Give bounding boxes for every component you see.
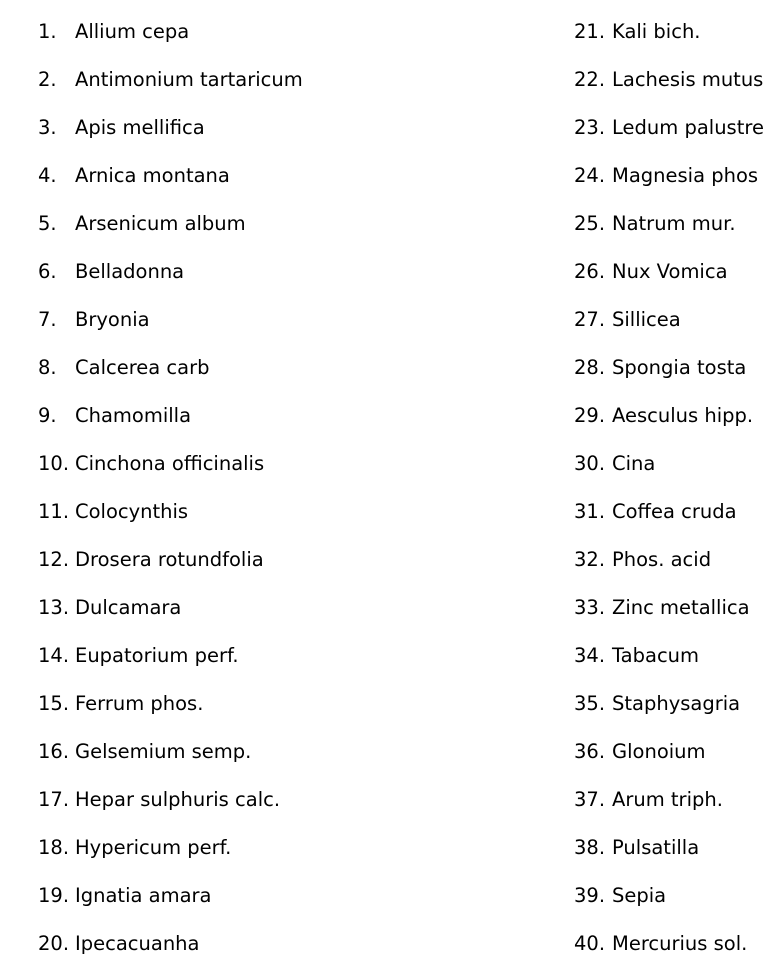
list-item [574,586,784,634]
list-item [574,874,784,922]
list-item-number: 2. [38,68,57,91]
list-item-name: Eupatorium perf. [75,644,239,667]
left-column-list [38,10,518,970]
list-item [574,202,784,250]
list-item-name: Ignatia amara [75,884,212,907]
list-item [574,490,784,538]
list-item [38,586,518,634]
list-item-name: Natrum mur. [612,212,736,235]
list-item-number: 5. [38,212,57,235]
list-item-number: 21. [574,20,606,43]
list-item-number: 31. [574,500,606,523]
list-item-number: 24. [574,164,606,187]
list-item-number: 4. [38,164,57,187]
list-item-number: 28. [574,356,606,379]
list-item-name: Mercurius sol. [612,932,748,955]
list-item [574,106,784,154]
list-item [38,634,518,682]
list-item-number: 40. [574,932,606,955]
list-item [38,778,518,826]
list-item [38,538,518,586]
list-item [38,922,518,970]
list-item [38,682,518,730]
list-item [574,10,784,58]
list-item-number: 17. [38,788,70,811]
list-item-number: 6. [38,260,57,283]
list-item [38,202,518,250]
list-item-name: Arnica montana [75,164,230,187]
list-item-name: Colocynthis [75,500,189,523]
list-item [574,394,784,442]
right-column-list [574,10,784,970]
list-item-number: 14. [38,644,70,667]
list-item-name: Calcerea carb [75,356,210,379]
list-item-name: Nux Vomica [612,260,728,283]
list-item-name: Coffea cruda [612,500,737,523]
list-item-number: 25. [574,212,606,235]
list-item-name: Ledum palustre [612,116,764,139]
list-item-number: 34. [574,644,606,667]
list-item [38,58,518,106]
list-item [38,394,518,442]
list-item-name: Dulcamara [75,596,182,619]
list-item-number: 26. [574,260,606,283]
list-item-name: Arum triph. [612,788,723,811]
list-item [38,346,518,394]
list-item-name: Phos. acid [612,548,712,571]
list-item-name: Gelsemium semp. [75,740,252,763]
list-item-number: 30. [574,452,606,475]
list-item-name: Sillicea [612,308,681,331]
list-item [574,346,784,394]
list-item [38,730,518,778]
list-item [574,730,784,778]
list-item-name: Aesculus hipp. [612,404,754,427]
list-item-number: 23. [574,116,606,139]
list-item-name: Hepar sulphuris calc. [75,788,281,811]
list-item-number: 22. [574,68,606,91]
list-item-number: 38. [574,836,606,859]
list-item [38,442,518,490]
list-item [574,826,784,874]
list-item-number: 33. [574,596,606,619]
list-item [38,490,518,538]
list-item [574,154,784,202]
list-item-name: Hypericum perf. [75,836,232,859]
list-item-name: Glonoium [612,740,706,763]
list-item-number: 35. [574,692,606,715]
list-item [574,682,784,730]
list-item [574,778,784,826]
list-item-name: Cinchona officinalis [75,452,265,475]
list-item-name: Ipecacuanha [75,932,200,955]
list-item-number: 1. [38,20,57,43]
list-item-number: 19. [38,884,70,907]
list-item-number: 8. [38,356,57,379]
list-item-number: 39. [574,884,606,907]
list-item-name: Cina [612,452,656,475]
list-item-name: Antimonium tartaricum [75,68,303,91]
list-item-name: Tabacum [612,644,700,667]
list-item-name: Sepia [612,884,667,907]
list-item-number: 36. [574,740,606,763]
list-item-name: Drosera rotundfolia [75,548,264,571]
list-item [38,154,518,202]
list-item-name: Chamomilla [75,404,192,427]
list-item [38,874,518,922]
list-item-number: 13. [38,596,70,619]
list-item-number: 32. [574,548,606,571]
list-item-number: 20. [38,932,70,955]
list-item [574,634,784,682]
list-item-number: 3. [38,116,57,139]
list-item [574,538,784,586]
list-item [574,922,784,970]
list-item [38,106,518,154]
list-item-number: 18. [38,836,70,859]
list-item-name: Magnesia phos [612,164,759,187]
list-item-name: Staphysagria [612,692,741,715]
list-item-number: 16. [38,740,70,763]
list-item-name: Lachesis mutus [612,68,764,91]
list-item [574,298,784,346]
list-item-number: 10. [38,452,70,475]
list-item-number: 27. [574,308,606,331]
list-item-name: Spongia tosta [612,356,747,379]
list-item-name: Arsenicum album [75,212,246,235]
list-item-number: 37. [574,788,606,811]
list-item-number: 7. [38,308,57,331]
list-item-number: 12. [38,548,70,571]
list-item-name: Ferrum phos. [75,692,204,715]
list-item-name: Bryonia [75,308,150,331]
list-item-number: 29. [574,404,606,427]
list-item [574,442,784,490]
list-item-name: Pulsatilla [612,836,700,859]
list-item [38,10,518,58]
list-item-number: 15. [38,692,70,715]
list-item-number: 9. [38,404,57,427]
list-item [38,298,518,346]
list-item [574,58,784,106]
list-item-number: 11. [38,500,70,523]
list-item-name: Apis mellifica [75,116,205,139]
list-item-name: Belladonna [75,260,185,283]
list-item [38,250,518,298]
list-item-name: Kali bich. [612,20,701,43]
list-item-name: Zinc metallica [612,596,750,619]
list-item [38,826,518,874]
list-item-name: Allium cepa [75,20,190,43]
list-item [574,250,784,298]
